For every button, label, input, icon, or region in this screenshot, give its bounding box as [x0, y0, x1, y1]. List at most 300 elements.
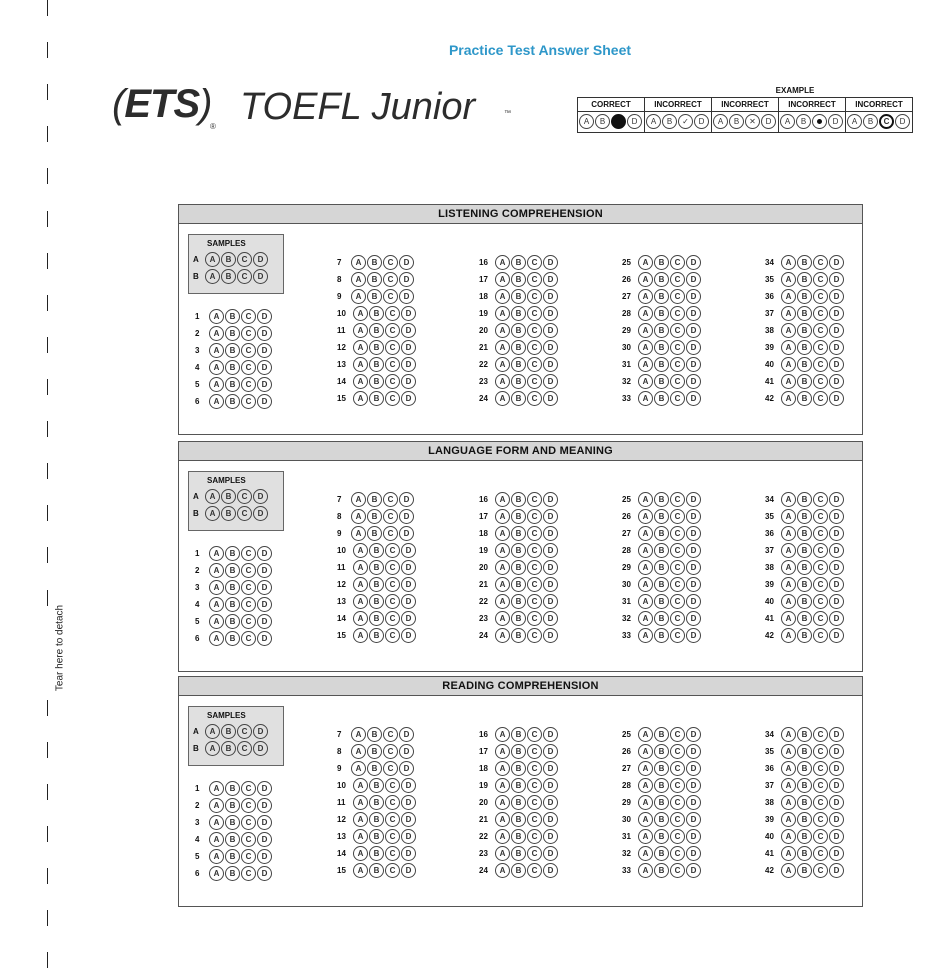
answer-bubble-c[interactable]: C: [527, 611, 542, 626]
answer-bubble-a[interactable]: A: [638, 611, 653, 626]
answer-bubble-c[interactable]: C: [241, 343, 256, 358]
answer-bubble-a[interactable]: A: [209, 781, 224, 796]
answer-bubble-c[interactable]: C: [241, 597, 256, 612]
answer-bubble-a[interactable]: A: [781, 611, 796, 626]
answer-bubble-a[interactable]: A: [353, 323, 368, 338]
answer-bubble-c[interactable]: C: [237, 724, 252, 739]
answer-bubble-b[interactable]: B: [221, 741, 236, 756]
answer-bubble-d[interactable]: D: [401, 778, 416, 793]
answer-bubble-a[interactable]: A: [638, 594, 653, 609]
answer-bubble-b[interactable]: B: [511, 778, 526, 793]
answer-bubble-d[interactable]: D: [829, 812, 844, 827]
answer-bubble-a[interactable]: A: [781, 744, 796, 759]
answer-bubble-b[interactable]: B: [797, 560, 812, 575]
answer-bubble-a[interactable]: A: [205, 506, 220, 521]
answer-bubble-d[interactable]: D: [686, 272, 701, 287]
answer-bubble-a[interactable]: A: [495, 795, 510, 810]
answer-bubble-d[interactable]: D: [829, 560, 844, 575]
answer-bubble-a[interactable]: A: [781, 492, 796, 507]
answer-bubble-c[interactable]: C: [527, 255, 542, 270]
answer-bubble-a[interactable]: A: [209, 815, 224, 830]
answer-bubble-c[interactable]: C: [383, 289, 398, 304]
answer-bubble-d[interactable]: D: [829, 306, 844, 321]
answer-bubble-c[interactable]: C: [813, 761, 828, 776]
answer-bubble-b[interactable]: B: [225, 309, 240, 324]
answer-bubble-d[interactable]: D: [257, 326, 272, 341]
answer-bubble-d[interactable]: D: [257, 580, 272, 595]
answer-bubble-d[interactable]: D: [829, 357, 844, 372]
answer-bubble-c[interactable]: C: [670, 526, 685, 541]
answer-bubble-d[interactable]: D: [686, 340, 701, 355]
answer-bubble-a[interactable]: A: [209, 360, 224, 375]
answer-bubble-b[interactable]: B: [225, 563, 240, 578]
answer-bubble-b[interactable]: B: [654, 323, 669, 338]
answer-bubble-b[interactable]: B: [225, 580, 240, 595]
answer-bubble-b[interactable]: B: [369, 374, 384, 389]
answer-bubble-b[interactable]: B: [654, 391, 669, 406]
answer-bubble-c[interactable]: C: [813, 628, 828, 643]
answer-bubble-b[interactable]: B: [225, 866, 240, 881]
answer-bubble-b[interactable]: B: [654, 560, 669, 575]
answer-bubble-d[interactable]: D: [401, 374, 416, 389]
answer-bubble-b[interactable]: B: [654, 272, 669, 287]
answer-bubble-a[interactable]: A: [495, 727, 510, 742]
answer-bubble-a[interactable]: A: [638, 744, 653, 759]
answer-bubble-d[interactable]: D: [686, 795, 701, 810]
answer-bubble-d[interactable]: D: [686, 306, 701, 321]
answer-bubble-b[interactable]: B: [797, 526, 812, 541]
answer-bubble-b[interactable]: B: [369, 543, 384, 558]
answer-bubble-d[interactable]: D: [257, 343, 272, 358]
answer-bubble-c[interactable]: C: [385, 374, 400, 389]
answer-bubble-b[interactable]: B: [511, 577, 526, 592]
answer-bubble-b[interactable]: B: [511, 255, 526, 270]
answer-bubble-d[interactable]: D: [399, 272, 414, 287]
answer-bubble-a[interactable]: A: [781, 255, 796, 270]
answer-bubble-d[interactable]: D: [829, 289, 844, 304]
answer-bubble-c[interactable]: C: [813, 778, 828, 793]
answer-bubble-b[interactable]: B: [221, 506, 236, 521]
answer-bubble-d[interactable]: D: [401, 863, 416, 878]
answer-bubble-b[interactable]: B: [511, 492, 526, 507]
answer-bubble-c[interactable]: C: [237, 506, 252, 521]
answer-bubble-c[interactable]: C: [241, 580, 256, 595]
answer-bubble-b[interactable]: B: [654, 543, 669, 558]
answer-bubble-d[interactable]: D: [829, 509, 844, 524]
answer-bubble-c[interactable]: C: [670, 306, 685, 321]
answer-bubble-c[interactable]: C: [527, 560, 542, 575]
answer-bubble-d[interactable]: D: [686, 761, 701, 776]
answer-bubble-d[interactable]: D: [686, 492, 701, 507]
answer-bubble-a[interactable]: A: [638, 560, 653, 575]
answer-bubble-c[interactable]: C: [527, 744, 542, 759]
answer-bubble-d[interactable]: D: [543, 323, 558, 338]
answer-bubble-d[interactable]: D: [399, 255, 414, 270]
answer-bubble-d[interactable]: D: [829, 829, 844, 844]
answer-bubble-b[interactable]: B: [797, 357, 812, 372]
answer-bubble-c[interactable]: C: [385, 829, 400, 844]
answer-bubble-a[interactable]: A: [495, 374, 510, 389]
answer-bubble-d[interactable]: D: [829, 577, 844, 592]
answer-bubble-d[interactable]: D: [829, 272, 844, 287]
answer-bubble-d[interactable]: D: [257, 546, 272, 561]
answer-bubble-a[interactable]: A: [638, 543, 653, 558]
answer-bubble-b[interactable]: B: [654, 846, 669, 861]
answer-bubble-c[interactable]: C: [527, 306, 542, 321]
answer-bubble-c[interactable]: C: [241, 815, 256, 830]
answer-bubble-d[interactable]: D: [543, 492, 558, 507]
answer-bubble-b[interactable]: B: [367, 289, 382, 304]
answer-bubble-a[interactable]: A: [781, 526, 796, 541]
answer-bubble-a[interactable]: A: [638, 357, 653, 372]
answer-bubble-a[interactable]: A: [209, 614, 224, 629]
answer-bubble-c[interactable]: C: [527, 526, 542, 541]
answer-bubble-c[interactable]: C: [813, 272, 828, 287]
answer-bubble-a[interactable]: A: [351, 255, 366, 270]
answer-bubble-d[interactable]: D: [257, 631, 272, 646]
answer-bubble-d[interactable]: D: [401, 577, 416, 592]
answer-bubble-d[interactable]: D: [401, 560, 416, 575]
answer-bubble-b[interactable]: B: [511, 357, 526, 372]
answer-bubble-d[interactable]: D: [257, 849, 272, 864]
answer-bubble-d[interactable]: D: [543, 340, 558, 355]
answer-bubble-a[interactable]: A: [205, 489, 220, 504]
answer-bubble-c[interactable]: C: [383, 761, 398, 776]
answer-bubble-d[interactable]: D: [686, 744, 701, 759]
answer-bubble-a[interactable]: A: [353, 829, 368, 844]
answer-bubble-b[interactable]: B: [511, 272, 526, 287]
answer-bubble-a[interactable]: A: [638, 778, 653, 793]
answer-bubble-c[interactable]: C: [385, 543, 400, 558]
answer-bubble-d[interactable]: D: [401, 340, 416, 355]
answer-bubble-c[interactable]: C: [527, 492, 542, 507]
answer-bubble-c[interactable]: C: [385, 628, 400, 643]
answer-bubble-d[interactable]: D: [543, 829, 558, 844]
answer-bubble-d[interactable]: D: [686, 323, 701, 338]
answer-bubble-a[interactable]: A: [638, 727, 653, 742]
answer-bubble-a[interactable]: A: [495, 255, 510, 270]
answer-bubble-c[interactable]: C: [385, 863, 400, 878]
answer-bubble-b[interactable]: B: [654, 374, 669, 389]
answer-bubble-c[interactable]: C: [670, 560, 685, 575]
answer-bubble-b[interactable]: B: [221, 269, 236, 284]
answer-bubble-d[interactable]: D: [543, 374, 558, 389]
answer-bubble-a[interactable]: A: [638, 812, 653, 827]
answer-bubble-a[interactable]: A: [353, 306, 368, 321]
answer-bubble-b[interactable]: B: [797, 611, 812, 626]
answer-bubble-d[interactable]: D: [399, 526, 414, 541]
answer-bubble-c[interactable]: C: [527, 594, 542, 609]
answer-bubble-c[interactable]: C: [527, 829, 542, 844]
answer-bubble-d[interactable]: D: [829, 761, 844, 776]
answer-bubble-c[interactable]: C: [385, 577, 400, 592]
answer-bubble-b[interactable]: B: [225, 781, 240, 796]
answer-bubble-a[interactable]: A: [353, 340, 368, 355]
answer-bubble-b[interactable]: B: [511, 744, 526, 759]
answer-bubble-d[interactable]: D: [253, 489, 268, 504]
answer-bubble-b[interactable]: B: [511, 391, 526, 406]
answer-bubble-d[interactable]: D: [829, 543, 844, 558]
answer-bubble-d[interactable]: D: [257, 614, 272, 629]
answer-bubble-a[interactable]: A: [209, 866, 224, 881]
answer-bubble-c[interactable]: C: [670, 492, 685, 507]
answer-bubble-b[interactable]: B: [797, 306, 812, 321]
answer-bubble-a[interactable]: A: [781, 846, 796, 861]
answer-bubble-d[interactable]: D: [543, 289, 558, 304]
answer-bubble-c[interactable]: C: [385, 323, 400, 338]
answer-bubble-c[interactable]: C: [670, 509, 685, 524]
answer-bubble-c[interactable]: C: [385, 391, 400, 406]
answer-bubble-d[interactable]: D: [257, 377, 272, 392]
answer-bubble-d[interactable]: D: [401, 795, 416, 810]
answer-bubble-b[interactable]: B: [367, 255, 382, 270]
answer-bubble-c[interactable]: C: [241, 326, 256, 341]
answer-bubble-a[interactable]: A: [781, 863, 796, 878]
answer-bubble-d[interactable]: D: [257, 563, 272, 578]
answer-bubble-c[interactable]: C: [813, 611, 828, 626]
answer-bubble-c[interactable]: C: [670, 727, 685, 742]
answer-bubble-a[interactable]: A: [353, 812, 368, 827]
answer-bubble-a[interactable]: A: [353, 628, 368, 643]
answer-bubble-a[interactable]: A: [781, 727, 796, 742]
answer-bubble-c[interactable]: C: [241, 866, 256, 881]
answer-bubble-c[interactable]: C: [241, 781, 256, 796]
answer-bubble-c[interactable]: C: [383, 744, 398, 759]
answer-bubble-b[interactable]: B: [654, 812, 669, 827]
answer-bubble-a[interactable]: A: [351, 526, 366, 541]
answer-bubble-a[interactable]: A: [209, 309, 224, 324]
answer-bubble-a[interactable]: A: [209, 563, 224, 578]
answer-bubble-b[interactable]: B: [369, 611, 384, 626]
answer-bubble-c[interactable]: C: [527, 323, 542, 338]
answer-bubble-c[interactable]: C: [670, 255, 685, 270]
answer-bubble-b[interactable]: B: [369, 560, 384, 575]
answer-bubble-d[interactable]: D: [543, 611, 558, 626]
answer-bubble-d[interactable]: D: [543, 846, 558, 861]
answer-bubble-c[interactable]: C: [670, 812, 685, 827]
answer-bubble-b[interactable]: B: [797, 391, 812, 406]
answer-bubble-c[interactable]: C: [670, 761, 685, 776]
answer-bubble-c[interactable]: C: [813, 323, 828, 338]
answer-bubble-b[interactable]: B: [797, 374, 812, 389]
answer-bubble-d[interactable]: D: [686, 727, 701, 742]
answer-bubble-a[interactable]: A: [495, 846, 510, 861]
answer-bubble-c[interactable]: C: [241, 832, 256, 847]
answer-bubble-a[interactable]: A: [781, 272, 796, 287]
answer-bubble-d[interactable]: D: [257, 360, 272, 375]
answer-bubble-d[interactable]: D: [543, 628, 558, 643]
answer-bubble-c[interactable]: C: [813, 374, 828, 389]
answer-bubble-b[interactable]: B: [369, 577, 384, 592]
answer-bubble-d[interactable]: D: [543, 812, 558, 827]
answer-bubble-a[interactable]: A: [209, 326, 224, 341]
answer-bubble-a[interactable]: A: [351, 492, 366, 507]
answer-bubble-c[interactable]: C: [241, 546, 256, 561]
answer-bubble-c[interactable]: C: [813, 727, 828, 742]
answer-bubble-d[interactable]: D: [543, 509, 558, 524]
answer-bubble-a[interactable]: A: [205, 724, 220, 739]
answer-bubble-c[interactable]: C: [670, 795, 685, 810]
answer-bubble-d[interactable]: D: [543, 306, 558, 321]
answer-bubble-b[interactable]: B: [225, 377, 240, 392]
answer-bubble-a[interactable]: A: [638, 289, 653, 304]
answer-bubble-c[interactable]: C: [385, 611, 400, 626]
answer-bubble-b[interactable]: B: [511, 812, 526, 827]
answer-bubble-b[interactable]: B: [511, 509, 526, 524]
answer-bubble-c[interactable]: C: [241, 798, 256, 813]
answer-bubble-a[interactable]: A: [209, 849, 224, 864]
answer-bubble-d[interactable]: D: [829, 492, 844, 507]
answer-bubble-b[interactable]: B: [369, 795, 384, 810]
answer-bubble-a[interactable]: A: [495, 577, 510, 592]
answer-bubble-c[interactable]: C: [670, 374, 685, 389]
answer-bubble-d[interactable]: D: [829, 340, 844, 355]
answer-bubble-d[interactable]: D: [543, 577, 558, 592]
answer-bubble-a[interactable]: A: [781, 560, 796, 575]
answer-bubble-d[interactable]: D: [686, 611, 701, 626]
answer-bubble-a[interactable]: A: [209, 343, 224, 358]
answer-bubble-d[interactable]: D: [829, 863, 844, 878]
answer-bubble-b[interactable]: B: [511, 795, 526, 810]
answer-bubble-d[interactable]: D: [399, 289, 414, 304]
answer-bubble-b[interactable]: B: [225, 343, 240, 358]
answer-bubble-c[interactable]: C: [813, 795, 828, 810]
answer-bubble-c[interactable]: C: [527, 391, 542, 406]
answer-bubble-b[interactable]: B: [797, 492, 812, 507]
answer-bubble-b[interactable]: B: [511, 526, 526, 541]
answer-bubble-b[interactable]: B: [225, 798, 240, 813]
answer-bubble-d[interactable]: D: [686, 594, 701, 609]
answer-bubble-d[interactable]: D: [401, 611, 416, 626]
answer-bubble-c[interactable]: C: [241, 849, 256, 864]
answer-bubble-a[interactable]: A: [781, 812, 796, 827]
answer-bubble-b[interactable]: B: [797, 795, 812, 810]
answer-bubble-d[interactable]: D: [401, 391, 416, 406]
answer-bubble-a[interactable]: A: [205, 269, 220, 284]
answer-bubble-b[interactable]: B: [797, 863, 812, 878]
answer-bubble-a[interactable]: A: [781, 357, 796, 372]
answer-bubble-d[interactable]: D: [401, 543, 416, 558]
answer-bubble-b[interactable]: B: [225, 394, 240, 409]
answer-bubble-d[interactable]: D: [686, 255, 701, 270]
answer-bubble-c[interactable]: C: [383, 255, 398, 270]
answer-bubble-a[interactable]: A: [638, 829, 653, 844]
answer-bubble-b[interactable]: B: [797, 846, 812, 861]
answer-bubble-a[interactable]: A: [638, 509, 653, 524]
answer-bubble-a[interactable]: A: [638, 577, 653, 592]
answer-bubble-b[interactable]: B: [797, 577, 812, 592]
answer-bubble-b[interactable]: B: [369, 323, 384, 338]
answer-bubble-a[interactable]: A: [638, 492, 653, 507]
answer-bubble-d[interactable]: D: [686, 812, 701, 827]
answer-bubble-c[interactable]: C: [385, 306, 400, 321]
answer-bubble-d[interactable]: D: [543, 357, 558, 372]
answer-bubble-b[interactable]: B: [654, 761, 669, 776]
answer-bubble-c[interactable]: C: [385, 795, 400, 810]
answer-bubble-d[interactable]: D: [829, 594, 844, 609]
answer-bubble-d[interactable]: D: [686, 560, 701, 575]
answer-bubble-d[interactable]: D: [399, 492, 414, 507]
answer-bubble-b[interactable]: B: [797, 628, 812, 643]
answer-bubble-b[interactable]: B: [797, 323, 812, 338]
answer-bubble-b[interactable]: B: [654, 829, 669, 844]
answer-bubble-a[interactable]: A: [351, 289, 366, 304]
answer-bubble-b[interactable]: B: [511, 323, 526, 338]
answer-bubble-c[interactable]: C: [241, 309, 256, 324]
answer-bubble-b[interactable]: B: [654, 727, 669, 742]
answer-bubble-a[interactable]: A: [353, 560, 368, 575]
answer-bubble-d[interactable]: D: [543, 391, 558, 406]
answer-bubble-b[interactable]: B: [221, 489, 236, 504]
answer-bubble-b[interactable]: B: [511, 863, 526, 878]
answer-bubble-a[interactable]: A: [495, 863, 510, 878]
answer-bubble-d[interactable]: D: [686, 577, 701, 592]
answer-bubble-a[interactable]: A: [781, 374, 796, 389]
answer-bubble-b[interactable]: B: [797, 594, 812, 609]
answer-bubble-b[interactable]: B: [797, 255, 812, 270]
answer-bubble-d[interactable]: D: [257, 832, 272, 847]
answer-bubble-a[interactable]: A: [495, 492, 510, 507]
answer-bubble-a[interactable]: A: [638, 846, 653, 861]
answer-bubble-a[interactable]: A: [495, 778, 510, 793]
answer-bubble-c[interactable]: C: [527, 577, 542, 592]
answer-bubble-c[interactable]: C: [813, 357, 828, 372]
answer-bubble-c[interactable]: C: [670, 391, 685, 406]
answer-bubble-b[interactable]: B: [654, 306, 669, 321]
answer-bubble-a[interactable]: A: [353, 863, 368, 878]
answer-bubble-b[interactable]: B: [797, 829, 812, 844]
answer-bubble-b[interactable]: B: [511, 727, 526, 742]
answer-bubble-c[interactable]: C: [670, 577, 685, 592]
answer-bubble-d[interactable]: D: [257, 394, 272, 409]
answer-bubble-d[interactable]: D: [686, 289, 701, 304]
answer-bubble-a[interactable]: A: [209, 798, 224, 813]
answer-bubble-d[interactable]: D: [401, 357, 416, 372]
answer-bubble-c[interactable]: C: [385, 778, 400, 793]
answer-bubble-c[interactable]: C: [670, 357, 685, 372]
answer-bubble-c[interactable]: C: [813, 560, 828, 575]
answer-bubble-c[interactable]: C: [670, 272, 685, 287]
answer-bubble-d[interactable]: D: [543, 744, 558, 759]
answer-bubble-c[interactable]: C: [383, 272, 398, 287]
answer-bubble-a[interactable]: A: [205, 252, 220, 267]
answer-bubble-a[interactable]: A: [638, 306, 653, 321]
answer-bubble-a[interactable]: A: [495, 744, 510, 759]
answer-bubble-c[interactable]: C: [527, 509, 542, 524]
answer-bubble-b[interactable]: B: [511, 628, 526, 643]
answer-bubble-c[interactable]: C: [383, 509, 398, 524]
answer-bubble-c[interactable]: C: [527, 778, 542, 793]
answer-bubble-d[interactable]: D: [829, 323, 844, 338]
answer-bubble-a[interactable]: A: [353, 543, 368, 558]
answer-bubble-b[interactable]: B: [654, 778, 669, 793]
answer-bubble-c[interactable]: C: [237, 489, 252, 504]
answer-bubble-a[interactable]: A: [638, 795, 653, 810]
answer-bubble-a[interactable]: A: [495, 272, 510, 287]
answer-bubble-c[interactable]: C: [527, 340, 542, 355]
answer-bubble-d[interactable]: D: [686, 357, 701, 372]
answer-bubble-c[interactable]: C: [670, 846, 685, 861]
answer-bubble-a[interactable]: A: [495, 761, 510, 776]
answer-bubble-b[interactable]: B: [369, 306, 384, 321]
answer-bubble-c[interactable]: C: [813, 594, 828, 609]
answer-bubble-b[interactable]: B: [797, 812, 812, 827]
answer-bubble-a[interactable]: A: [781, 391, 796, 406]
answer-bubble-a[interactable]: A: [495, 526, 510, 541]
answer-bubble-c[interactable]: C: [670, 323, 685, 338]
answer-bubble-c[interactable]: C: [241, 377, 256, 392]
answer-bubble-b[interactable]: B: [225, 597, 240, 612]
